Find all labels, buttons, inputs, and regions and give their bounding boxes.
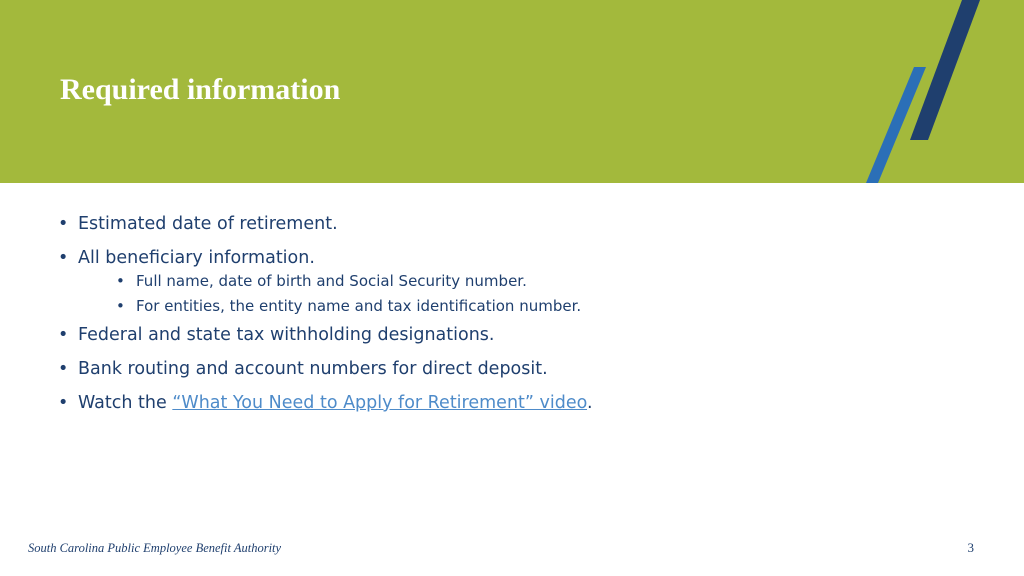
- page-number: 3: [967, 540, 974, 555]
- bullet-retirement-date: • Estimated date of retirement.: [58, 212, 958, 236]
- video-link[interactable]: “What You Need to Apply for Retirement” video: [172, 393, 588, 413]
- slide-body: [58, 212, 958, 425]
- sub-bullet-full-name: • Full name, date of birth and Social Security number.: [116, 270, 958, 292]
- footer-organization: South Carolina Public Employee Benefit Authority: [28, 541, 282, 555]
- sub-bullet-entities: • For entities, the entity name and tax identification number.: [116, 295, 958, 317]
- bullet-list: [58, 212, 958, 415]
- decorative-stripes: [0, 0, 1024, 183]
- slide-title: Required information: [60, 73, 341, 106]
- bullet-bank-routing: • Bank routing and account numbers for direct deposit.: [58, 357, 958, 381]
- bullet-tax-withholding: • Federal and state tax withholding designations.: [58, 323, 958, 347]
- beneficiary-sub-list: [78, 270, 958, 317]
- title-banner: [0, 0, 1024, 183]
- bullet-beneficiary-info: • All beneficiary information. • Full name, date of birth and Social Security number. • For entities, the entity name and tax identification number.: [58, 246, 958, 317]
- bullet-watch-video: • Watch the “What You Need to Apply for Retirement” video.: [58, 391, 958, 415]
